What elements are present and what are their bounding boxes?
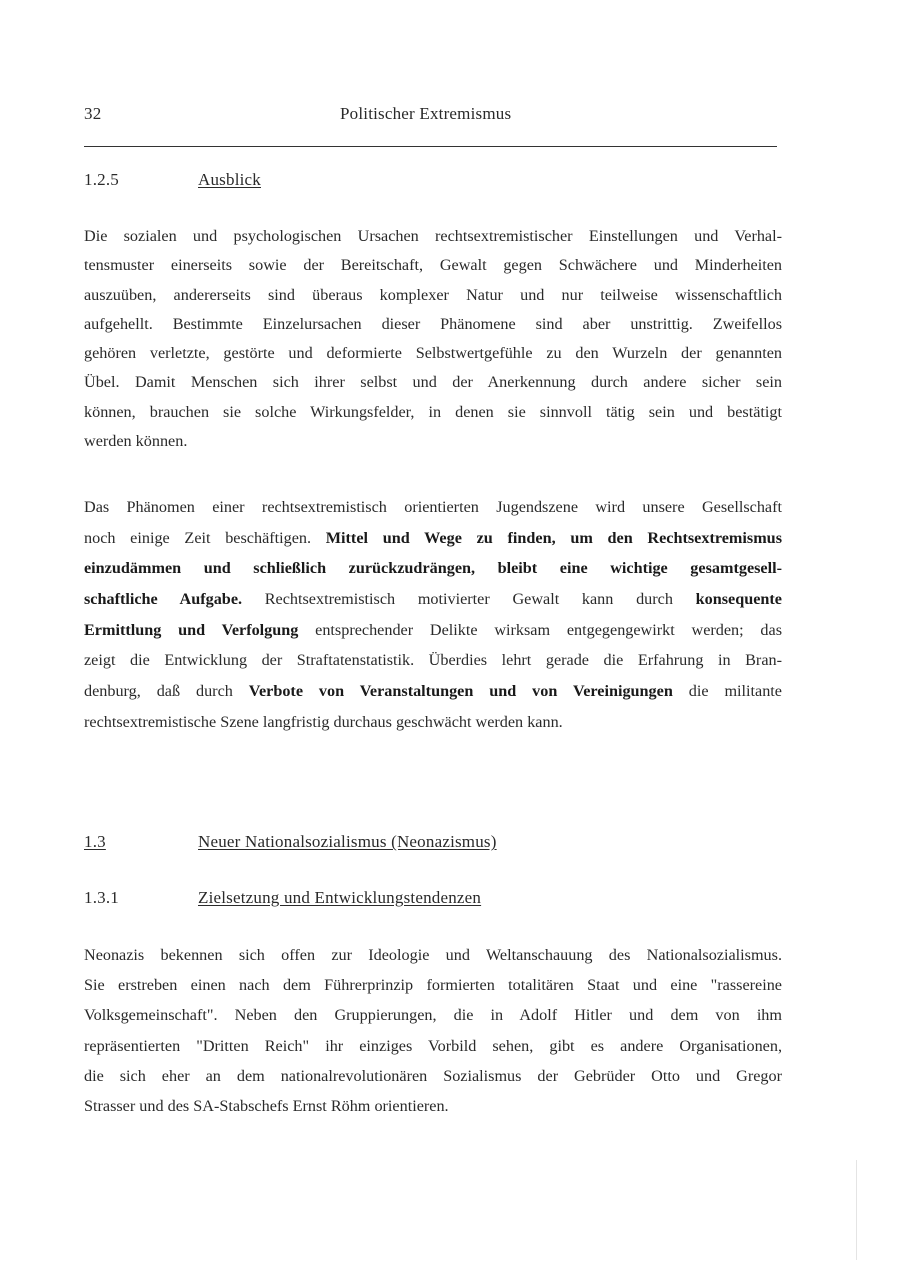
scan-edge-mark [856,1160,857,1260]
bold-emphasis: einzudämmen und schließlich zurückzudrängen, bleibt eine wichtige gesamtgesell- [84,559,782,578]
text-line: werden können. [84,432,188,451]
paragraph-ausblick-1 [84,222,782,456]
text-line: auszuüben, andererseits sind überaus komplexer Natur und nur teilweise wissenschaftlich [84,285,782,304]
text-line [84,553,782,584]
text-line: Das Phänomen einer rechtsextremistisch orientierten Jugendszene wird unsere Gesellschaft [84,498,782,516]
bold-emphasis: Verbote von Veranstaltungen und von Vereinigungen [248,682,673,701]
paragraph-ausblick-2 [84,492,782,738]
text-line: tensmuster einerseits sowie der Bereitschaft, Gewalt gegen Schwächere und Minderheiten [84,256,782,275]
text-line: denburg, daß durch Verbote von Veranstaltungen und von Vereinigungen die militante [84,682,782,701]
page-header [84,104,777,126]
text-line: zeigt die Entwicklung der Straftatenstatistik. Überdies lehrt gerade die Erfahrung in Bran- [84,651,782,670]
text-line: Die sozialen und psychologischen Ursachen rechtsextremistischer Einstellungen und Verhal- [84,227,782,245]
text-line: Sie erstreben einen nach dem Führerprinzip formierten totalitären Staat und eine "rassereine [84,976,782,995]
text-line: gehören verletzte, gestörte und deformierte Selbstwertgefühle zu den Wurzeln der genannten [84,344,782,363]
text-line: rechtsextremistische Szene langfristig durchaus geschwächt werden kann. [84,712,563,731]
bold-emphasis: konsequente [695,590,782,609]
section-number: 1.3.1 [84,888,119,907]
text-line: Strasser und des SA-Stabschefs Ernst Röhm orientieren. [84,1096,449,1115]
section-title: Neuer Nationalsozialismus (Neonazismus) [198,832,497,851]
section-title: Ausblick [198,170,261,189]
page-number: 32 [84,104,102,123]
text-line: schaftliche Aufgabe. Rechtsextremistisch motivierter Gewalt kann durch konsequente [84,590,782,609]
paragraph-neonazismus [84,940,782,1121]
text-line: Ermittlung und Verfolgung entsprechender Delikte wirksam entgegengewirkt werden; das [84,620,783,639]
running-title: Politischer Extremismus [340,104,512,123]
text-line: Volksgemeinschaft". Neben den Gruppierungen, die in Adolf Hitler und dem von ihm [84,1006,782,1025]
text-line: Übel. Damit Menschen sich ihrer selbst und der Anerkennung durch andere sicher sein [84,373,782,392]
text-line: noch einige Zeit beschäftigen. Mittel und Wege zu finden, um den Rechtsextremismus [84,528,782,547]
bold-emphasis: Mittel und Wege zu finden, um den Rechtsextremismus [325,528,782,547]
text-line: können, brauchen sie solche Wirkungsfelder, in denen sie sinnvoll tätig sein und bestätigt [84,402,782,421]
header-rule [84,146,777,147]
bold-emphasis: schaftliche Aufgabe. [84,590,243,609]
text-line: aufgehellt. Bestimmte Einzelursachen dieser Phänomene sind aber unstrittig. Zweifellos [84,314,782,333]
text-line: die sich eher an dem nationalrevolutionären Sozialismus der Gebrüder Otto und Gregor [84,1066,782,1085]
section-number: 1.3 [84,832,106,851]
text-line: Neonazis bekennen sich offen zur Ideologie und Weltanschauung des Nationalsozialismus. [84,946,782,964]
text-line: repräsentierten "Dritten Reich" ihr einziges Vorbild sehen, gibt es andere Organisationen, [84,1036,782,1055]
section-title: Zielsetzung und Entwicklungstendenzen [198,888,482,907]
section-number: 1.2.5 [84,170,119,189]
bold-emphasis: Ermittlung und Verfolgung [84,620,299,639]
